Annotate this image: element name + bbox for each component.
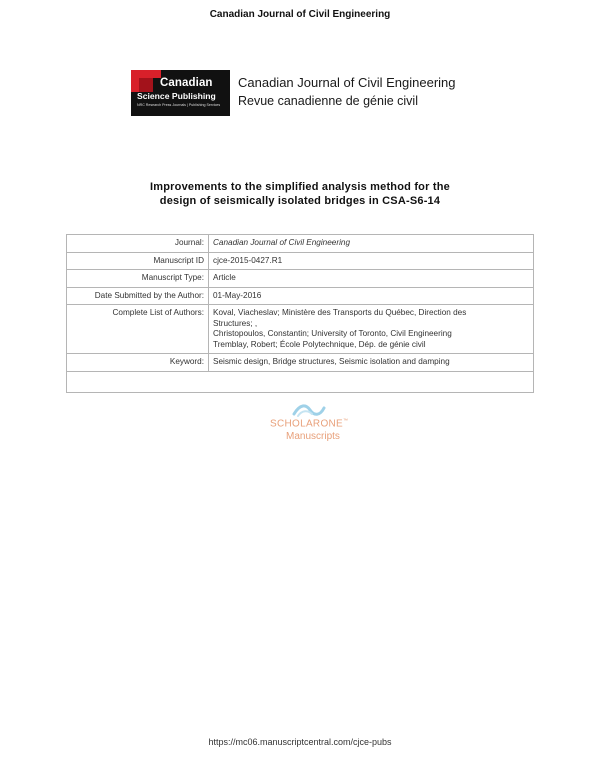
- author-line: Koval, Viacheslav; Ministère des Transports du Québec, Direction des: [213, 308, 467, 317]
- manuscript-id-value: cjce-2015-0427.R1: [209, 252, 534, 270]
- article-title-line-1: Improvements to the simplified analysis method for the: [150, 181, 450, 193]
- table-row: [67, 270, 534, 288]
- table-row: [67, 235, 534, 253]
- manuscript-type-value: Article: [209, 270, 534, 288]
- scholarone-brand: [270, 418, 348, 429]
- authors-label: Complete List of Authors:: [67, 305, 209, 354]
- date-submitted-value: 01-May-2016: [209, 287, 534, 305]
- blank-cell: [67, 371, 534, 392]
- scholarone-tm: ™: [343, 418, 349, 424]
- running-head: Canadian Journal of Civil Engineering: [209, 9, 391, 20]
- manuscript-type-label: Manuscript Type:: [67, 270, 209, 288]
- author-line: Christopoulos, Constantin; University of Toronto, Civil Engineering: [213, 329, 452, 338]
- logo-text-tagline: NRC Research Press Journals | Publishing Services: [137, 103, 221, 107]
- table-row: [67, 354, 534, 372]
- author-line: Structures; ,: [213, 318, 258, 328]
- table-row: [67, 252, 534, 270]
- keyword-label: Keyword:: [67, 354, 209, 372]
- table-row: [67, 287, 534, 305]
- logo-text-canadian: Canadian: [160, 77, 213, 89]
- journal-logo-block: [131, 70, 471, 116]
- footer-url: https://mc06.manuscriptcentral.com/cjce-pubs: [208, 737, 392, 747]
- scholarone-swirl-icon: [288, 404, 328, 418]
- logo-text-science-publishing: Science Publishing: [137, 91, 216, 101]
- scholarone-sub: Manuscripts: [286, 431, 340, 442]
- manuscript-metadata-table: [66, 234, 534, 393]
- journal-name-fr: Revue canadienne de génie civil: [238, 94, 418, 108]
- scholarone-logo: [262, 404, 362, 448]
- canadian-science-publishing-logo: [131, 70, 230, 116]
- journal-label: Journal:: [67, 235, 209, 253]
- table-row-blank: [67, 371, 534, 392]
- article-title-line-2: design of seismically isolated bridges in CSA-S6-14: [159, 195, 441, 207]
- table-row: [67, 305, 534, 354]
- journal-name-en: Canadian Journal of Civil Engineering: [238, 75, 456, 90]
- journal-value: Canadian Journal of Civil Engineering: [209, 235, 534, 253]
- article-title: [60, 180, 540, 208]
- authors-value: [209, 305, 534, 354]
- scholarone-brand-text: SCHOLARONE: [270, 418, 344, 430]
- manuscript-id-label: Manuscript ID: [67, 252, 209, 270]
- keyword-value: Seismic design, Bridge structures, Seismic isolation and damping: [209, 354, 534, 372]
- date-submitted-label: Date Submitted by the Author:: [67, 287, 209, 305]
- author-line: Tremblay, Robert; École Polytechnique, Dép. de génie civil: [213, 339, 426, 349]
